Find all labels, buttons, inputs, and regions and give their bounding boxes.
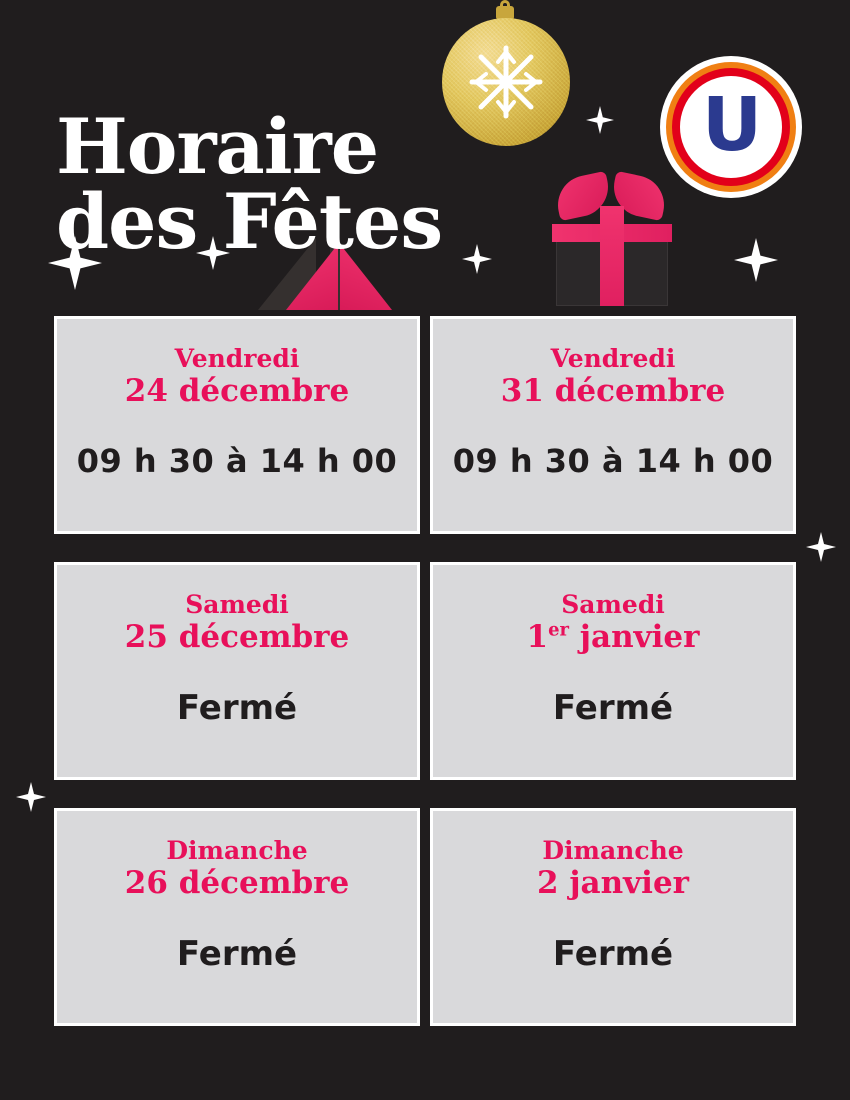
card-day-label: Samedi	[561, 590, 665, 619]
logo-letter: U	[701, 82, 761, 168]
page-title	[56, 36, 442, 334]
sparkle-icon	[586, 106, 614, 134]
card-day-label: Dimanche	[166, 836, 308, 865]
sparkle-icon	[16, 782, 46, 812]
card-date-ordinal: er	[548, 619, 569, 641]
card-closed-label: Fermé	[552, 934, 674, 975]
card-day-label: Vendredi	[174, 344, 300, 373]
hours-card	[54, 808, 420, 1026]
card-hours-label: 09 h 30 à 14 h 00	[76, 442, 398, 481]
page-title-line2: des Fêtes	[56, 176, 443, 266]
hours-card	[54, 316, 420, 534]
card-hours-label: 09 h 30 à 14 h 00	[452, 442, 774, 481]
card-date-label: 24 décembre	[124, 373, 350, 409]
card-date-label: 1er janvier	[526, 619, 700, 655]
super-u-logo	[660, 56, 802, 198]
hours-card-grid	[54, 316, 796, 1026]
card-day-label: Vendredi	[550, 344, 676, 373]
hours-card	[430, 808, 796, 1026]
hours-card	[54, 562, 420, 780]
card-closed-label: Fermé	[176, 934, 298, 975]
card-date-label: 26 décembre	[124, 865, 350, 901]
hours-card	[430, 316, 796, 534]
card-day-label: Samedi	[185, 590, 289, 619]
card-date-label: 25 décembre	[124, 619, 350, 655]
sparkle-icon	[462, 244, 492, 274]
snowflake-icon	[468, 44, 544, 120]
card-date-label: 31 décembre	[500, 373, 726, 409]
hours-card	[430, 562, 796, 780]
card-date-label: 2 janvier	[536, 865, 690, 901]
sparkle-icon	[806, 532, 836, 562]
card-closed-label: Fermé	[552, 688, 674, 729]
gift-ribbon-vertical	[600, 206, 624, 306]
card-day-label: Dimanche	[542, 836, 684, 865]
page-title-line1: Horaire	[56, 102, 379, 192]
sparkle-icon	[734, 238, 778, 282]
card-closed-label: Fermé	[176, 688, 298, 729]
